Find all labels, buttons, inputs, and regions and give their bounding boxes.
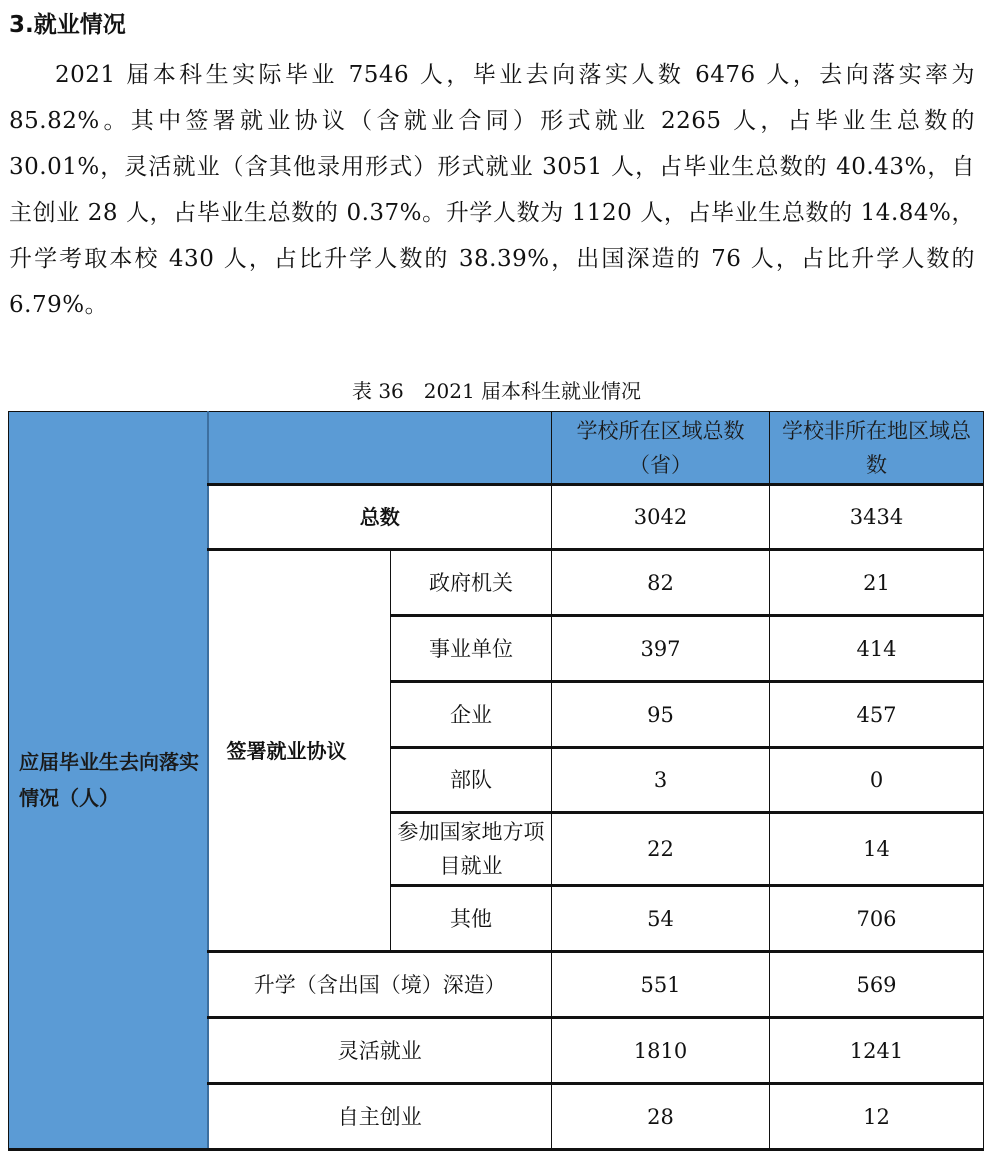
row-label: 自主创业 [208,1084,552,1150]
row-out-region: 569 [770,952,984,1018]
table-caption: 表 36 2021 届本科生就业情况 [351,379,642,403]
column-header-out-region: 学校非所在地区域总数 [770,412,984,485]
sub-row-in-region: 397 [552,616,770,682]
row-out-region: 1241 [770,1018,984,1084]
total-in-region: 3042 [552,485,770,550]
sub-row-out-region: 14 [770,813,984,886]
section-heading: 3.就业情况 [9,12,126,38]
sub-row-out-region: 457 [770,682,984,748]
column-header-in-region: 学校所在区域总数（省） [552,412,770,485]
sub-row-label: 政府机关 [391,550,552,616]
sub-row-out-region: 414 [770,616,984,682]
sub-row-in-region: 54 [552,886,770,952]
summary-paragraph: 2021 届本科生实际毕业 7546 人，毕业去向落实人数 6476 人，去向落实率为 85.82%。其中签署就业协议（含就业合同）形式就业 2265 人，占毕业生总数的 30.01%，灵活就业（含其他录用形式）形式就业 3051 人，占毕业生总数的 40.43%，自主创业 28 人，占毕业生总数的 0.37%。升学人数为 1120 人，占毕业生总数的 14.84%，升学考取本校 430 人，占比升学人数的 38.39%，出国深造的 76 人，占比升学人数的 6.79%。 [9,62,975,318]
sub-row-label: 事业单位 [391,616,552,682]
total-label: 总数 [208,485,552,550]
sub-row-in-region: 3 [552,748,770,813]
sub-row-in-region: 22 [552,813,770,886]
row-label: 升学（含出国（境）深造） [208,952,552,1018]
row-in-region: 1810 [552,1018,770,1084]
table-header-row [9,412,984,485]
sub-row-label: 企业 [391,682,552,748]
sub-row-in-region: 82 [552,550,770,616]
row-out-region: 12 [770,1084,984,1150]
row-header-cell [9,412,208,1150]
sub-row-label: 其他 [391,886,552,952]
sub-row-label: 部队 [391,748,552,813]
sub-row-in-region: 95 [552,682,770,748]
header-blank-cell [208,412,552,485]
agreement-group-label: 签署就业协议 [208,550,391,952]
row-in-region: 28 [552,1084,770,1150]
sub-row-out-region: 21 [770,550,984,616]
employment-table [8,411,984,1151]
row-header-label: 应届毕业生去向落实情况（人） [19,750,199,810]
total-out-region: 3434 [770,485,984,550]
sub-row-out-region: 706 [770,886,984,952]
row-label: 灵活就业 [208,1018,552,1084]
sub-row-label: 参加国家地方项目就业 [391,813,552,886]
row-in-region: 551 [552,952,770,1018]
sub-row-out-region: 0 [770,748,984,813]
